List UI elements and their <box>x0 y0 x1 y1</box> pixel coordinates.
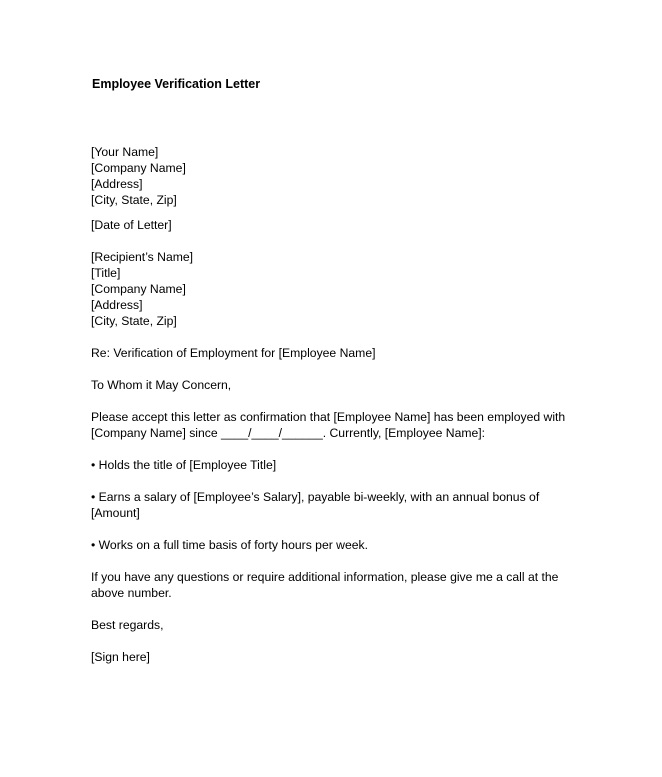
recipient-title: [Title] <box>91 266 121 280</box>
subject-line: Re: Verification of Employment for [Employee Name] <box>91 346 376 360</box>
sender-city-state-zip: [City, State, Zip] <box>91 193 177 207</box>
closing-line: If you have any questions or require additional information, please give me a call at the <box>91 570 559 584</box>
letter-body <box>91 144 591 665</box>
sender-company: [Company Name] <box>91 161 186 175</box>
recipient-company: [Company Name] <box>91 282 186 296</box>
recipient-city-state-zip: [City, State, Zip] <box>91 314 177 328</box>
bullet-salary-line: • Earns a salary of [Employee’s Salary], payable bi-weekly, with an annual bonus of <box>91 490 540 504</box>
salutation: To Whom it May Concern, <box>91 378 232 392</box>
sender-block <box>91 144 591 208</box>
recipient-address: [Address] <box>91 298 143 312</box>
closing-line: above number. <box>91 586 172 600</box>
bullet-title: • Holds the title of [Employee Title] <box>91 458 277 472</box>
bullet-hours: • Works on a full time basis of forty hours per week. <box>91 538 369 552</box>
bullet-salary-line: [Amount] <box>91 506 140 520</box>
letter-date: [Date of Letter] <box>91 218 172 232</box>
sender-address: [Address] <box>91 177 143 191</box>
bullet-salary <box>91 489 591 521</box>
sender-name: [Your Name] <box>91 145 159 159</box>
intro-line: Please accept this letter as confirmation that [Employee Name] has been employed with <box>91 410 566 424</box>
recipient-block <box>91 249 591 329</box>
letter-title: Employee Verification Letter <box>92 77 261 91</box>
signature-placeholder: [Sign here] <box>91 650 150 664</box>
sign-off: Best regards, <box>91 618 164 632</box>
closing-paragraph <box>91 569 591 601</box>
intro-paragraph <box>91 409 591 441</box>
recipient-name: [Recipient’s Name] <box>91 250 194 264</box>
intro-line: [Company Name] since ____/____/______. Currently, [Employee Name]: <box>91 426 486 440</box>
